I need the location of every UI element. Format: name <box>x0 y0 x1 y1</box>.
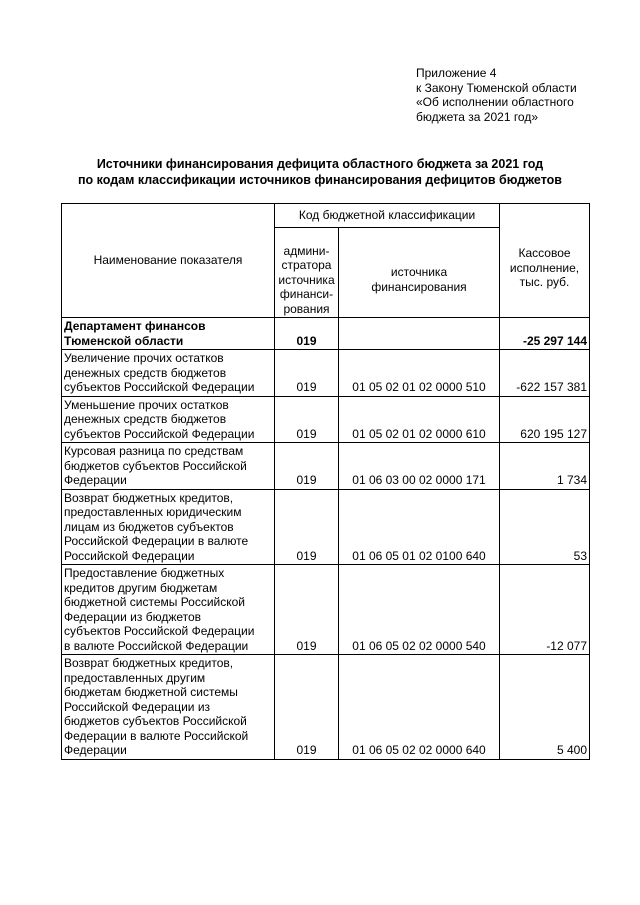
header-admin-text: админи- стратора источника финанси- рования <box>278 243 335 316</box>
row-admin-code: 019 <box>275 443 339 490</box>
header-name <box>62 204 275 318</box>
table-row <box>62 350 590 397</box>
row-amount: -622 157 381 <box>500 350 590 397</box>
row-amount: 1 734 <box>500 443 590 490</box>
row-admin-code: 019 <box>275 396 339 443</box>
appendix-line: к Закону Тюменской области <box>416 80 577 95</box>
row-amount: -25 297 144 <box>500 318 590 350</box>
table-row <box>62 655 590 760</box>
row-source-code: 01 06 03 00 02 0000 171 <box>339 443 500 490</box>
row-amount: 620 195 127 <box>500 396 590 443</box>
header-source <box>339 228 500 318</box>
header-source-text: источника финансирования <box>371 265 467 294</box>
row-amount: -12 077 <box>500 565 590 655</box>
row-source-code: 01 06 05 01 02 0100 640 <box>339 489 500 565</box>
appendix-line: Приложение 4 <box>416 66 497 80</box>
row-admin-code: 019 <box>275 318 339 350</box>
header-code-group-text: Код бюджетной классификации <box>298 208 476 223</box>
row-amount: 53 <box>500 489 590 565</box>
row-admin-code: 019 <box>275 489 339 565</box>
row-source-code: 01 06 05 02 02 0000 640 <box>339 655 500 760</box>
row-name: Департамент финансов Тюменской области <box>62 318 275 350</box>
row-source-code <box>339 318 500 350</box>
row-source-code: 01 05 02 01 02 0000 610 <box>339 396 500 443</box>
table-row <box>62 318 590 350</box>
title-line-1: Источники финансирования дефицита областного бюджета за 2021 год <box>96 157 544 171</box>
table-row <box>62 489 590 565</box>
title-line-2: по кодам классификации источников финансирования дефицитов бюджетов <box>78 173 562 187</box>
row-name: Курсовая разница по средствам бюджетов субъектов Российской Федерации <box>62 443 275 490</box>
financing-sources-table <box>61 203 590 760</box>
header-code-group <box>275 204 500 228</box>
row-amount: 5 400 <box>500 655 590 760</box>
document-title <box>0 156 640 188</box>
appendix-line: «Об исполнении областного <box>416 95 574 109</box>
header-amount-text: Кассовое исполнение, тыс. руб. <box>509 246 580 289</box>
row-source-code: 01 05 02 01 02 0000 510 <box>339 350 500 397</box>
row-name: Возврат бюджетных кредитов, предоставленных юридическим лицам из бюджетов субъектов Российской Федерации в валюте Российской Федерации <box>62 489 275 565</box>
row-admin-code: 019 <box>275 350 339 397</box>
table-row <box>62 396 590 443</box>
header-admin <box>275 228 339 318</box>
row-name: Увеличение прочих остатков денежных средств бюджетов субъектов Российской Федерации <box>62 350 275 397</box>
header-name-text: Наименование показателя <box>93 253 243 268</box>
row-source-code: 01 06 05 02 02 0000 540 <box>339 565 500 655</box>
row-name: Предоставление бюджетных кредитов другим бюджетам бюджетной системы Российской Федерации из бюджетов субъектов Российской Федерации в валюте Российской Федерации <box>62 565 275 655</box>
table-row <box>62 443 590 490</box>
table-row <box>62 565 590 655</box>
appendix-note <box>416 66 577 124</box>
row-name: Возврат бюджетных кредитов, предоставленных другим бюджетам бюджетной системы Российской Федерации из бюджетов субъектов Российской Федерации в валюте Российской Федерации <box>62 655 275 760</box>
row-admin-code: 019 <box>275 655 339 760</box>
header-amount <box>500 204 590 318</box>
row-admin-code: 019 <box>275 565 339 655</box>
appendix-line: бюджета за 2021 год» <box>416 109 539 124</box>
row-name: Уменьшение прочих остатков денежных средств бюджетов субъектов Российской Федерации <box>62 396 275 443</box>
